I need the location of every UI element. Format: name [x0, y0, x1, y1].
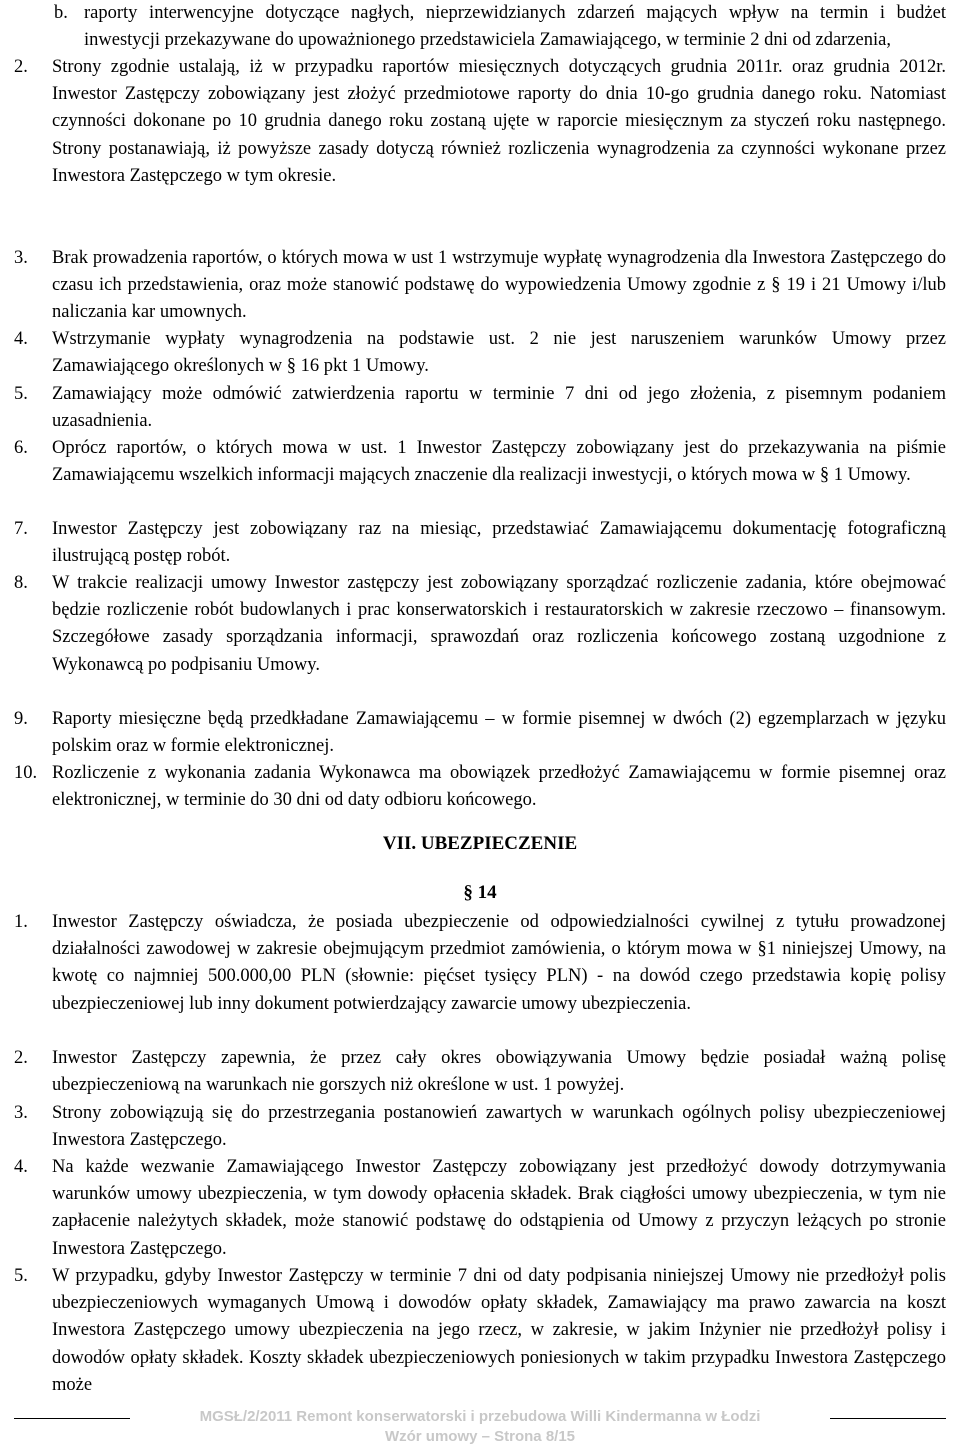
clause-text: Strony zgodnie ustalają, iż w przypadku raportów miesięcznych dotyczących grudnia 2011r. oraz grudnia 2012r. Inwestor Zastępczy zobowiązany jest złożyć przedmiotowe raporty do dnia 10-go grudnia danego roku. Natomiast czynności dokonane po 10 grudnia danego roku zostaną ujęte w raporcie miesięcznym za styczeń roku następnego. Strony postanawiają, iż powyższe zasady dotyczą również rozliczenia wynagrodzenia za czynności wykonane przez Inwestora Zastępczego w tym okresie.	[52, 57, 946, 186]
clause-text: Brak prowadzenia raportów, o których mowa w ust 1 wstrzymuje wypłatę wynagrodzenia dla Inwestora Zastępczego do czasu ich przedstawienia, oraz może stanowić podstawę do wypowiedzenia Umowy zgodnie z § 19 i 21 Umowy i/lub naliczania kar umownych.	[52, 248, 946, 323]
clause-text: Inwestor Zastępczy zapewnia, że przez cały okres obowiązywania Umowy będzie posiadał ważną polisę ubezpieczeniową na warunkach nie gorszych niż określone w ust. 1 powyżej.	[52, 1048, 946, 1096]
clause-text: Na każde wezwanie Zamawiającego Inwestor Zastępczy zobowiązany jest przedłożyć dowody dotrzymywania warunków umowy ubezpieczenia, w tym dowody opłacenia składek. Brak ciągłości umowy ubezpieczenia, w tym nie zapłacenie należytych składek, może stanowić podstawę do odstąpienia od Umowy z przyczyn leżących po stronie Inwestora Zastępczego.	[52, 1157, 946, 1259]
clause-item-b	[0, 0, 960, 54]
clause-item-9	[0, 706, 960, 760]
clause-number: 5.	[14, 1266, 28, 1286]
clause-number: 2.	[14, 57, 28, 77]
clause-text: Inwestor Zastępczy jest zobowiązany raz na miesiąc, przedstawiać Zamawiającemu dokumentację fotograficzną ilustrującą postęp robót.	[52, 519, 946, 567]
footer-document-title: MGSŁ/2/2011 Remont konserwatorski i przebudowa Willi Kindermanna w Łodzi	[199, 1408, 761, 1425]
insurance-clause-2	[0, 1045, 960, 1099]
page-footer	[0, 1404, 960, 1447]
insurance-clause-4	[0, 1154, 960, 1263]
clause-text: Raporty miesięczne będą przedkładane Zamawiającemu – w formie pisemnej w dwóch (2) egzemplarzach w języku polskim oraz w formie elektronicznej.	[52, 709, 946, 757]
clause-item-6	[0, 435, 960, 489]
clause-number: 2.	[14, 1048, 28, 1068]
clause-number: 4.	[14, 329, 28, 349]
clause-item-8	[0, 570, 960, 679]
insurance-clause-1	[0, 909, 960, 1018]
clause-item-10	[0, 760, 960, 814]
clause-number: 3.	[14, 1103, 28, 1123]
clause-text: raporty interwencyjne dotyczące nagłych, nieprzewidzianych zdarzeń mających wpływ na termin i budżet inwestycji przekazywane do upoważnionego przedstawiciela Zamawiającego, w terminie 2 dni od zdarzenia,	[84, 3, 946, 51]
clause-number: 3.	[14, 248, 28, 268]
clause-number: 10.	[14, 763, 38, 783]
clause-text: Inwestor Zastępczy oświadcza, że posiada ubezpieczenie od odpowiedzialności cywilnej z tytułu prowadzonej działalności zawodowej w zakresie obejmującym przedmiot zamówienia, o którym mowa w §1 niniejszej Umowy, na kwotę co najmniej 500.000,00 PLN (słownie: pięćset tysięcy PLN) - na dowód czego przedstawia kopię polisy ubezpieczeniowej lub inny dokument potwierdzający zawarcie umowy ubezpieczenia.	[52, 912, 946, 1014]
insurance-clause-3	[0, 1100, 960, 1154]
clause-number: 7.	[14, 519, 28, 539]
clause-text: Rozliczenie z wykonania zadania Wykonawca ma obowiązek przedłożyć Zamawiającemu w formie pisemnej oraz elektronicznej, w terminie do 30 dni od daty odbioru końcowego.	[52, 763, 946, 811]
clause-text: Zamawiający może odmówić zatwierdzenia raportu w terminie 7 dni od jego złożenia, z pisemnym podaniem uzasadnienia.	[52, 384, 946, 432]
clause-text: Oprócz raportów, o których mowa w ust. 1 Inwestor Zastępczy zobowiązany jest do przekazywania na piśmie Zamawiającemu wszelkich informacji mających znaczenie dla realizacji inwestycji, o których mowa w § 1 Umowy.	[52, 438, 946, 486]
footer-page-number: Wzór umowy – Strona 8/15	[384, 1428, 576, 1445]
clause-number: b.	[54, 3, 68, 23]
clause-number: 4.	[14, 1157, 28, 1177]
clause-text: W przypadku, gdyby Inwestor Zastępczy w terminie 7 dni od daty podpisania niniejszej Umowy nie przedłożył polis ubezpieczeniowych wymaganych Umową i dowodów opłaty składek, Zamawiający ma prawo zawarcia na koszt Inwestora Zastępczego umowy ubezpieczenia na jego rzecz, w zakresie, w jakim Inżynier nie przedłożył polisy i dowodów opłaty składek. Koszty składek ubezpieczeniowych poniesionych w takim przypadku Inwestora Zastępczego może	[52, 1266, 946, 1395]
clause-item-5	[0, 381, 960, 435]
section-heading: VII. UBEZPIECZENIE	[382, 833, 578, 854]
clause-number: 5.	[14, 384, 28, 404]
clause-number: 1.	[14, 912, 28, 932]
clause-text: W trakcie realizacji umowy Inwestor zastępczy jest zobowiązany sporządzać rozliczenie zadania, które obejmować będzie rozliczenie robót budowlanych i prac konserwatorskich i restauratorskich w zakresie rzeczowo – finansowym. Szczegółowe zasady sporządzania informacji, sprawozdań oraz rozliczenia końcowego zostaną uzgodnione z Wykonawcą po podpisaniu Umowy.	[52, 573, 946, 675]
clause-item-4	[0, 326, 960, 380]
clause-item-7	[0, 516, 960, 570]
clause-text: Strony zobowiązują się do przestrzegania postanowień zawartych w warunkach ogólnych polisy ubezpieczeniowej Inwestora Zastępczego.	[52, 1103, 946, 1151]
clause-number: 9.	[14, 709, 28, 729]
clause-text: Wstrzymanie wypłaty wynagrodzenia na podstawie ust. 2 nie jest naruszeniem warunków Umowy przez Zamawiającego określonych w § 16 pkt 1 Umowy.	[52, 329, 946, 377]
clause-item-2	[0, 54, 960, 190]
clause-number: 6.	[14, 438, 28, 458]
clause-number: 8.	[14, 573, 28, 593]
clause-item-3	[0, 245, 960, 327]
insurance-clause-5	[0, 1263, 960, 1399]
paragraph-heading: § 14	[463, 882, 497, 903]
